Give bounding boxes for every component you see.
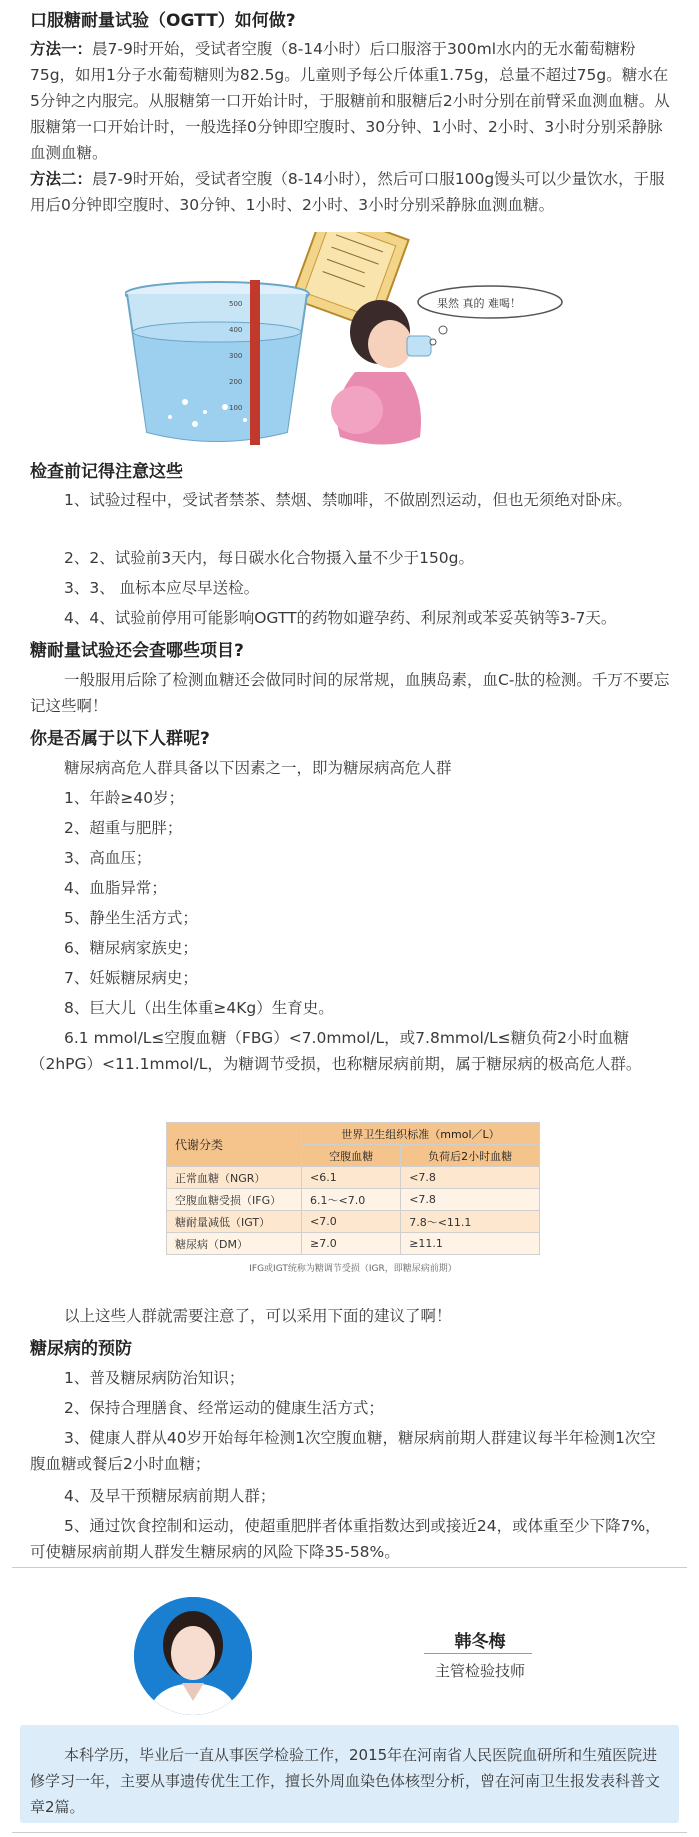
row-fasting: <7.0 (302, 1211, 401, 1233)
col-2h: 负荷后2小时血糖 (401, 1145, 540, 1167)
method2-text: 晨7-9时开始，受试者空腹（8-14小时），然后可口服100g馒头可以少量饮水，于服用后0分钟即空腹时、30分钟、1小时、2小时、3小时分别采静脉血测血糖。 (30, 170, 665, 214)
risk-item: 8、巨大儿（出生体重≥4Kg）生育史。 (64, 999, 334, 1017)
risk-group-heading: 你是否属于以下人群呢? (30, 729, 210, 749)
precaution-item: 3、3、 血标本应尽早送检。 (64, 579, 260, 597)
prevention-item: 1、普及糖尿病防治知识； (64, 1369, 245, 1387)
row-fasting: ≥7.0 (302, 1233, 401, 1255)
risk-item: 5、静坐生活方式； (64, 909, 198, 927)
author-title: 主管检验技师 (434, 1662, 525, 1680)
scale-label: 200 (229, 378, 243, 386)
risk-item: 1、年龄≥40岁； (64, 789, 185, 807)
precaution-item: 4、4、试验前停用可能影响OGTT的药物如避孕药、利尿剂或苯妥英钠等3-7天。 (64, 609, 617, 627)
speech-bubble-text: 果然 真的 难喝！ (437, 297, 521, 310)
col-category: 代谢分类 (167, 1123, 302, 1167)
scale-label: 400 (229, 326, 243, 334)
divider (12, 1832, 687, 1833)
precaution-item: 2、2、试验前3天内，每日碳水化合物摄入量不少于150g。 (64, 549, 475, 567)
prevention-item: 2、保持合理膳食、经常运动的健康生活方式； (64, 1399, 384, 1417)
row-fasting: <6.1 (302, 1167, 401, 1189)
table-row (167, 1189, 540, 1211)
method2-paragraph (30, 166, 670, 218)
prevention-item: 3、健康人群从40岁开始每年检测1次空腹血糖，糖尿病前期人群建议每半年检测1次空腹血糖或餐后2小时血糖； (30, 1429, 656, 1473)
name-underline (424, 1653, 532, 1654)
row-post: <7.8 (401, 1189, 540, 1211)
table-row (167, 1233, 540, 1255)
row-name: 空腹血糖受损（IFG） (167, 1189, 302, 1211)
risk-item: 6、糖尿病家族史； (64, 939, 198, 957)
table-row (167, 1211, 540, 1233)
row-name: 糖耐量减低（IGT） (167, 1211, 302, 1233)
ogtt-heading: 口服糖耐量试验（OGTT）如何做? (30, 11, 296, 31)
row-post: <7.8 (401, 1167, 540, 1189)
risk-item: 4、血脂异常； (64, 879, 167, 897)
glucose-drink-illustration (125, 232, 595, 450)
pregnant-woman-icon (331, 300, 431, 445)
prevention-item: 4、及早干预糖尿病前期人群； (64, 1487, 276, 1505)
igr-text: 6.1 mmol/L≤空腹血糖（FBG）<7.0mmol/L，或7.8mmol/L≤糖负荷2小时血糖（2hPG）<11.1mmol/L，为糖调节受损，也称糖尿病前期，属于糖尿病的极高危人群。 (30, 1029, 642, 1073)
risk-group-intro: 糖尿病高危人群具备以下因素之一，即为糖尿病高危人群 (64, 759, 452, 777)
precautions-heading: 检查前记得注意这些 (30, 462, 183, 482)
avatar (134, 1597, 252, 1715)
scale-label: 100 (229, 404, 243, 412)
other-tests-text: 一般服用后除了检测血糖还会做同时间的尿常规，血胰岛素，血C-肽的检测。千万不要忘记这些啊！ (30, 671, 670, 715)
table-row (167, 1167, 540, 1189)
method1-paragraph (30, 36, 670, 166)
diagnostic-criteria-figure (166, 1122, 540, 1274)
precaution-item: 1、试验过程中，受试者禁茶、禁烟、禁咖啡，不做剧烈运动，但也无须绝对卧床。 (64, 491, 632, 509)
prevention-item: 5、通过饮食控制和运动，使超重肥胖者体重指数达到或接近24，或体重至少下降7%，可使糖尿病前期人群发生糖尿病的风险下降35-58%。 (30, 1517, 661, 1561)
scale-label: 300 (229, 352, 243, 360)
row-fasting: 6.1～<7.0 (302, 1189, 401, 1211)
glass-icon (125, 280, 309, 445)
author-name: 韩冬梅 (454, 1632, 506, 1652)
portrait-icon (134, 1597, 252, 1715)
row-post: 7.8～<11.1 (401, 1211, 540, 1233)
method2-label: 方法二： (30, 170, 93, 188)
author-bio: 本科学历，毕业后一直从事医学检验工作，2015年在河南省人民医院血研所和生殖医院进修学习一年，主要从事遗传优生工作，擅长外周血染色体核型分析，曾在河南卫生报发表科普文章2篇。 (30, 1746, 661, 1816)
row-name: 糖尿病（DM） (167, 1233, 302, 1255)
risk-item: 7、妊娠糖尿病史； (64, 969, 198, 987)
col-who: 世界卫生组织标准（mmol／L） (302, 1123, 540, 1145)
risk-item: 2、超重与肥胖； (64, 819, 183, 837)
risk-item: 3、高血压； (64, 849, 152, 867)
col-fasting: 空腹血糖 (302, 1145, 401, 1167)
row-name: 正常血糖（NGR） (167, 1167, 302, 1189)
scale-label: 500 (229, 300, 243, 308)
method1-label: 方法一： (30, 40, 93, 58)
prevention-heading: 糖尿病的预防 (30, 1339, 132, 1359)
divider (12, 1567, 687, 1568)
diagnostic-criteria-table (166, 1122, 540, 1255)
table-caption: IFG或IGT统称为糖调节受损（IGR，即糖尿病前期） (249, 1264, 457, 1274)
speech-bubble (418, 286, 562, 345)
row-post: ≥11.1 (401, 1233, 540, 1255)
attention-text: 以上这些人群就需要注意了，可以采用下面的建议了啊！ (64, 1307, 452, 1325)
other-tests-heading: 糖耐量试验还会查哪些项目? (30, 641, 244, 661)
method1-text: 晨7-9时开始，受试者空腹（8-14小时）后口服溶于300ml水内的无水葡萄糖粉75g，如用1分子水葡萄糖则为82.5g。儿童则予每公斤体重1.75g，总量不超过75g。糖水在5分钟之内服完。从服糖第一口开始计时，于服糖前和服糖后2小时分别在前臂采血测血糖。从服糖第一口开始计时，一般选择0分钟即空腹时、30分钟、1小时、2小时、3小时分别采静脉血测血糖。 (30, 40, 670, 162)
